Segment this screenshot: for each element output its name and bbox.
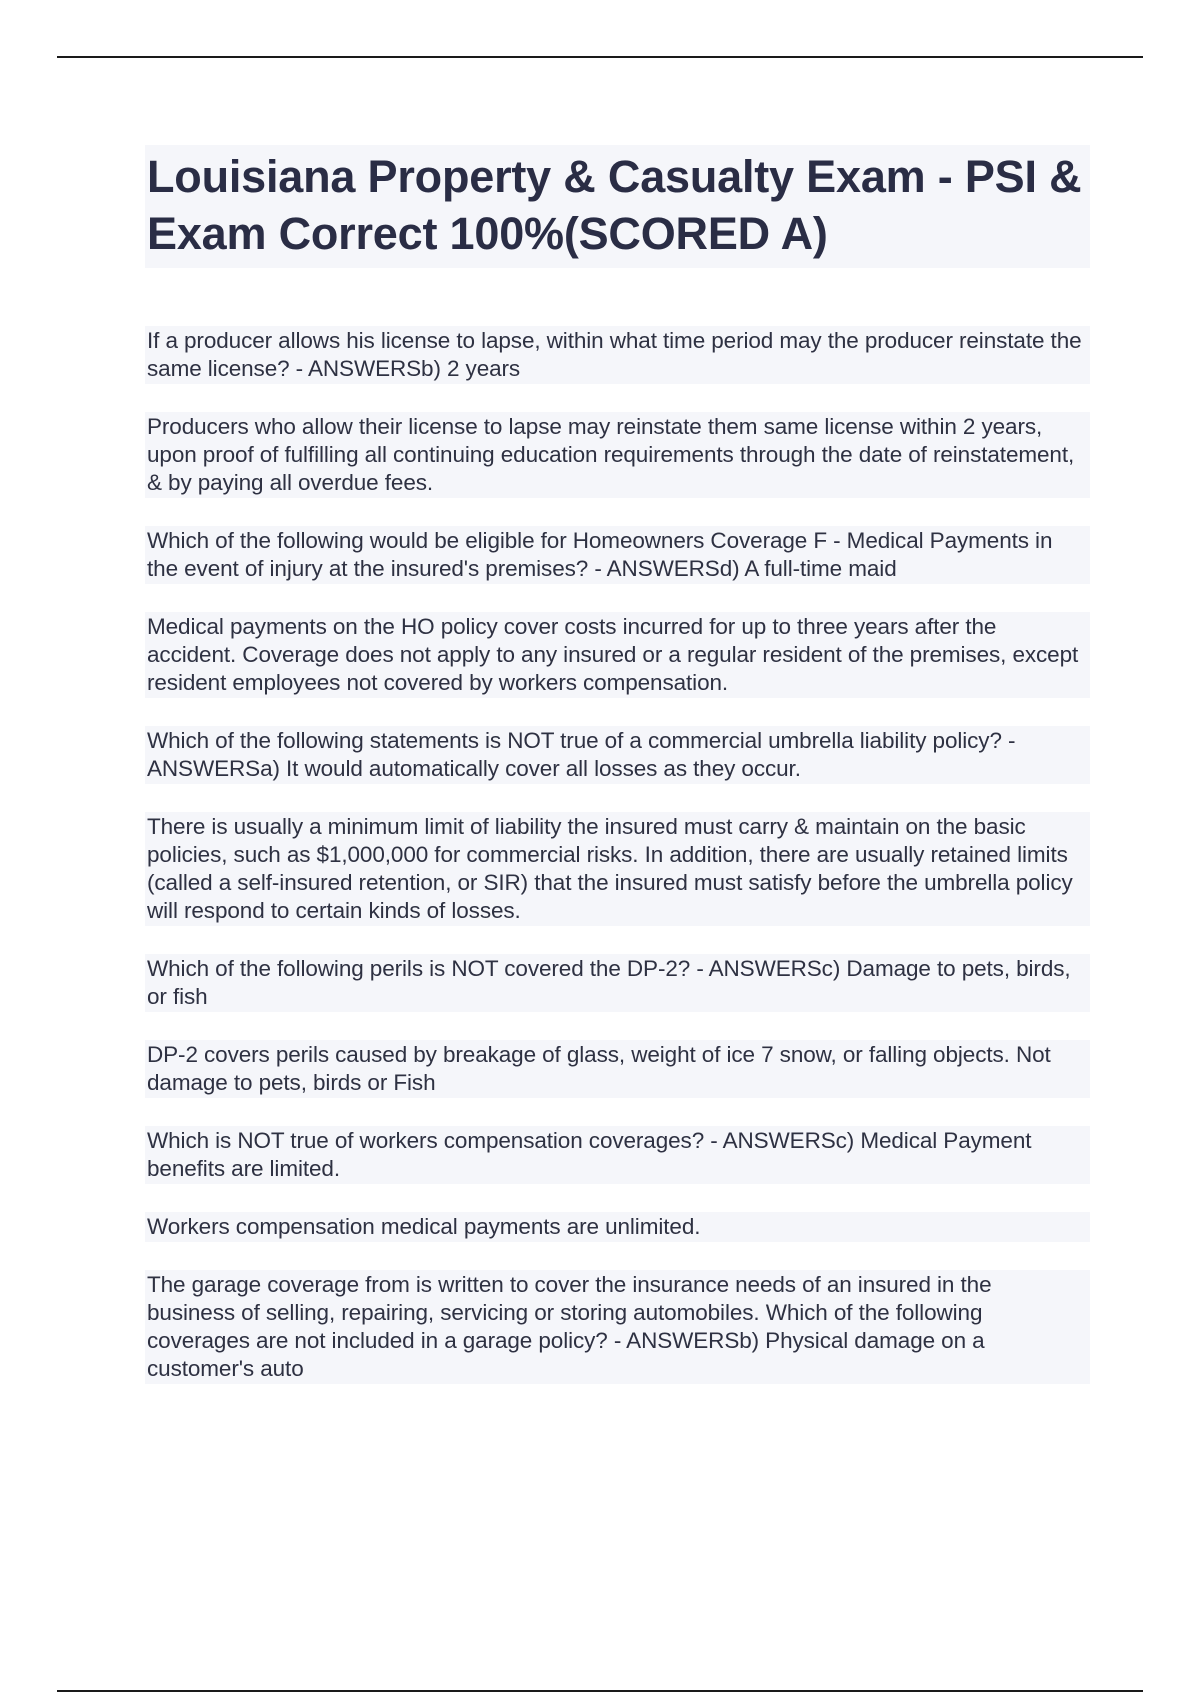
explanation-1: Producers who allow their license to lapse may reinstate them same license within 2 years, upon proof of fulfilling all continuing education requirements through the date of reinstatement, & by paying all overdue fees. bbox=[145, 412, 1090, 498]
document-title: Louisiana Property & Casualty Exam - PSI & Exam Correct 100%(SCORED A) bbox=[147, 151, 1082, 259]
question-1: If a producer allows his license to lapse, within what time period may the producer reinstate the same license? - ANSWERSb) 2 years bbox=[145, 326, 1090, 384]
explanation-5: Workers compensation medical payments are unlimited. bbox=[145, 1212, 1090, 1242]
document-body bbox=[145, 145, 1090, 1412]
explanation-4: DP-2 covers perils caused by breakage of glass, weight of ice 7 snow, or falling objects. Not damage to pets, birds or Fish bbox=[145, 1040, 1090, 1098]
header-rule bbox=[57, 56, 1143, 58]
explanation-2: Medical payments on the HO policy cover costs incurred for up to three years after the accident. Coverage does not apply to any insured or a regular resident of the premises, except resident employees not covered by workers compensation. bbox=[145, 612, 1090, 698]
question-2: Which of the following would be eligible for Homeowners Coverage F - Medical Payments in the event of injury at the insured's premises? - ANSWERSd) A full-time maid bbox=[145, 526, 1090, 584]
question-6: The garage coverage from is written to cover the insurance needs of an insured in the business of selling, repairing, servicing or storing automobiles. Which of the following coverages are not included in a garage policy? - ANSWERSb) Physical damage on a customer's auto bbox=[145, 1270, 1090, 1384]
question-3: Which of the following statements is NOT true of a commercial umbrella liability policy? - ANSWERSa) It would automatically cover all losses as they occur. bbox=[145, 726, 1090, 784]
footer-rule bbox=[57, 1690, 1143, 1692]
question-4: Which of the following perils is NOT covered the DP-2? - ANSWERSc) Damage to pets, birds, or fish bbox=[145, 954, 1090, 1012]
question-5: Which is NOT true of workers compensation coverages? - ANSWERSc) Medical Payment benefits are limited. bbox=[145, 1126, 1090, 1184]
title-block bbox=[145, 145, 1090, 268]
explanation-3: There is usually a minimum limit of liability the insured must carry & maintain on the basic policies, such as $1,000,000 for commercial risks. In addition, there are usually retained limits (called a self-insured retention, or SIR) that the insured must satisfy before the umbrella policy will respond to certain kinds of losses. bbox=[145, 812, 1090, 926]
